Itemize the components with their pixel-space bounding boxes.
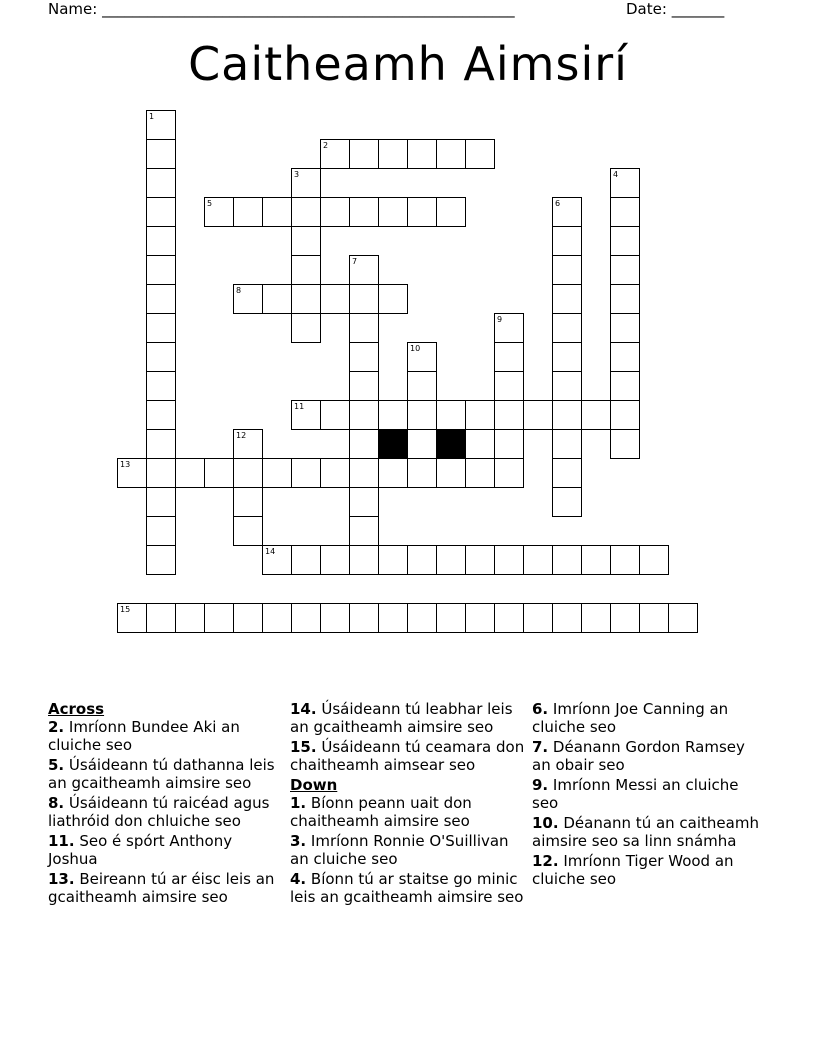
grid-cell[interactable]: [610, 255, 640, 285]
grid-cell[interactable]: [291, 458, 321, 488]
grid-cell[interactable]: [291, 603, 321, 633]
grid-cell[interactable]: [407, 197, 437, 227]
grid-cell[interactable]: [146, 487, 176, 517]
clue-down-4: 4. Bíonn tú ar staitse go minic leis an gcaitheamh aimsire seo: [290, 870, 524, 906]
grid-cell[interactable]: [610, 371, 640, 401]
grid-cell[interactable]: [204, 603, 234, 633]
grid-cell[interactable]: [407, 371, 437, 401]
clue-number: 13: [120, 460, 131, 469]
grid-cell[interactable]: [436, 603, 466, 633]
grid-cell[interactable]: [349, 487, 379, 517]
grid-cell[interactable]: [552, 371, 582, 401]
grid-cell[interactable]: [146, 226, 176, 256]
grid-cell[interactable]: [146, 400, 176, 430]
grid-cell[interactable]: [552, 197, 582, 227]
clue-number: 14: [265, 547, 276, 556]
grid-cell[interactable]: [262, 458, 292, 488]
grid-cell[interactable]: [320, 197, 350, 227]
date-label: Date:: [626, 0, 667, 18]
clue-column-2: [290, 700, 528, 908]
grid-cell[interactable]: [552, 400, 582, 430]
grid-cell[interactable]: [291, 545, 321, 575]
grid-cell[interactable]: [378, 603, 408, 633]
grid-cell[interactable]: [610, 226, 640, 256]
grid-cell[interactable]: [146, 284, 176, 314]
grid-cell[interactable]: [378, 458, 408, 488]
clue-down-12: 12. Imríonn Tiger Wood an cluiche seo: [532, 852, 734, 888]
clue-across-2: 2. Imríonn Bundee Aki an cluiche seo: [48, 718, 240, 754]
grid-cell[interactable]: [291, 168, 321, 198]
grid-cell[interactable]: [146, 313, 176, 343]
grid-cell[interactable]: [639, 603, 669, 633]
name-line: _______________________________________________________: [102, 0, 515, 18]
clue-down-6: 6. Imríonn Joe Canning an cluiche seo: [532, 700, 729, 736]
grid-cell[interactable]: [262, 284, 292, 314]
grid-cell[interactable]: [581, 400, 611, 430]
grid-cell[interactable]: [262, 603, 292, 633]
grid-cell[interactable]: [436, 458, 466, 488]
grid-cell[interactable]: [262, 197, 292, 227]
grid-cell[interactable]: [610, 603, 640, 633]
grid-cell[interactable]: [320, 400, 350, 430]
grid-cell[interactable]: [291, 226, 321, 256]
grid-cell[interactable]: [494, 458, 524, 488]
grid-cell[interactable]: [233, 603, 263, 633]
grid-cell[interactable]: [610, 313, 640, 343]
grid-cell[interactable]: [494, 342, 524, 372]
date-line: _______: [671, 0, 725, 18]
grid-cell[interactable]: [436, 545, 466, 575]
clue-number: 9: [497, 315, 503, 324]
grid-cell[interactable]: [378, 197, 408, 227]
grid-cell[interactable]: [378, 139, 408, 169]
clue-number: 11: [294, 402, 305, 411]
grid-cell[interactable]: [523, 603, 553, 633]
name-label: Name:: [48, 0, 98, 18]
grid-cell[interactable]: [436, 139, 466, 169]
clue-down-3: 3. Imríonn Ronnie O'Suillivan an cluiche seo: [290, 832, 509, 868]
grid-cell[interactable]: [262, 545, 292, 575]
grid-cell[interactable]: [552, 458, 582, 488]
grid-cell[interactable]: [610, 429, 640, 459]
grid-cell[interactable]: [465, 545, 495, 575]
clue-number: 10: [410, 344, 421, 353]
grid-cell[interactable]: [523, 400, 553, 430]
grid-cell[interactable]: [610, 197, 640, 227]
grid-cell[interactable]: [233, 516, 263, 546]
grid-cell[interactable]: [349, 313, 379, 343]
grid-cell[interactable]: [320, 458, 350, 488]
clue-down-7: 7. Déanann Gordon Ramsey an obair seo: [532, 738, 745, 774]
page-title: Caitheamh Aimsirí: [188, 37, 628, 91]
grid-cell[interactable]: [552, 284, 582, 314]
grid-cell[interactable]: [146, 429, 176, 459]
grid-block: [436, 429, 466, 459]
clue-number: 2: [323, 141, 329, 150]
grid-cell[interactable]: [146, 110, 176, 140]
grid-cell[interactable]: [465, 400, 495, 430]
grid-cell[interactable]: [349, 603, 379, 633]
grid-cell[interactable]: [407, 139, 437, 169]
grid-cell[interactable]: [552, 487, 582, 517]
grid-cell[interactable]: [494, 545, 524, 575]
clue-down-9: 9. Imríonn Messi an cluiche seo: [532, 776, 739, 812]
grid-cell[interactable]: [552, 429, 582, 459]
clue-number: 8: [236, 286, 242, 295]
grid-cell[interactable]: [610, 284, 640, 314]
grid-cell[interactable]: [610, 342, 640, 372]
grid-cell[interactable]: [291, 197, 321, 227]
grid-cell[interactable]: [407, 603, 437, 633]
grid-cell[interactable]: [117, 458, 147, 488]
grid-cell[interactable]: [552, 545, 582, 575]
grid-cell[interactable]: [117, 603, 147, 633]
grid-cell[interactable]: [291, 313, 321, 343]
clue-number: 7: [352, 257, 358, 266]
grid-cell[interactable]: [407, 458, 437, 488]
grid-block: [378, 429, 408, 459]
grid-cell[interactable]: [639, 545, 669, 575]
grid-cell[interactable]: [610, 400, 640, 430]
grid-cell[interactable]: [204, 458, 234, 488]
grid-cell[interactable]: [407, 545, 437, 575]
grid-cell[interactable]: [668, 603, 698, 633]
down-heading: Down: [290, 776, 338, 794]
clue-down-1: 1. Bíonn peann uait don chaitheamh aimsire seo: [290, 794, 472, 830]
grid-cell[interactable]: [378, 545, 408, 575]
grid-cell[interactable]: [349, 197, 379, 227]
clue-number: 12: [236, 431, 247, 440]
grid-cell[interactable]: [349, 284, 379, 314]
grid-cell[interactable]: [610, 168, 640, 198]
grid-cell[interactable]: [146, 255, 176, 285]
grid-cell[interactable]: [465, 603, 495, 633]
grid-cell[interactable]: [552, 226, 582, 256]
grid-cell[interactable]: [494, 400, 524, 430]
grid-cell[interactable]: [465, 458, 495, 488]
grid-cell[interactable]: [320, 284, 350, 314]
grid-cell[interactable]: [146, 603, 176, 633]
grid-cell[interactable]: [233, 197, 263, 227]
grid-cell[interactable]: [291, 284, 321, 314]
grid-cell[interactable]: [494, 603, 524, 633]
clue-column-3: [532, 700, 762, 890]
grid-cell[interactable]: [349, 342, 379, 372]
clue-across-14: 14. Úsáideann tú leabhar leis an gcaitheamh aimsire seo: [290, 700, 513, 736]
grid-cell[interactable]: [436, 197, 466, 227]
grid-cell[interactable]: [349, 545, 379, 575]
grid-cell[interactable]: [146, 545, 176, 575]
grid-cell[interactable]: [436, 400, 466, 430]
grid-cell[interactable]: [146, 342, 176, 372]
grid-cell[interactable]: [407, 342, 437, 372]
grid-cell[interactable]: [378, 400, 408, 430]
grid-cell[interactable]: [233, 487, 263, 517]
grid-cell[interactable]: [349, 429, 379, 459]
grid-cell[interactable]: [407, 429, 437, 459]
grid-cell[interactable]: [349, 139, 379, 169]
clue-number: 6: [555, 199, 561, 208]
clue-across-15: 15. Úsáideann tú ceamara don chaitheamh aimsear seo: [290, 738, 525, 774]
grid-cell[interactable]: [552, 342, 582, 372]
grid-cell[interactable]: [552, 255, 582, 285]
grid-cell[interactable]: [146, 168, 176, 198]
clue-across-8: 8. Úsáideann tú raicéad agus liathróid don chluiche seo: [48, 794, 270, 830]
grid-cell[interactable]: [552, 313, 582, 343]
grid-cell[interactable]: [378, 284, 408, 314]
clue-number: 5: [207, 199, 213, 208]
grid-cell[interactable]: [349, 458, 379, 488]
grid-cell[interactable]: [465, 139, 495, 169]
clue-number: 4: [613, 170, 619, 179]
grid-cell[interactable]: [349, 255, 379, 285]
grid-cell[interactable]: [175, 458, 205, 488]
grid-cell[interactable]: [320, 139, 350, 169]
grid-cell[interactable]: [233, 429, 263, 459]
clue-number: 1: [149, 112, 155, 121]
grid-cell[interactable]: [320, 545, 350, 575]
grid-cell[interactable]: [146, 139, 176, 169]
clue-column-1: [48, 700, 276, 908]
clue-across-13: 13. Beireann tú ar éisc leis an gcaitheamh aimsire seo: [48, 870, 275, 906]
grid-cell[interactable]: [175, 603, 205, 633]
clue-across-11: 11. Seo é spórt Anthony Joshua: [48, 832, 233, 868]
grid-cell[interactable]: [494, 429, 524, 459]
grid-cell[interactable]: [581, 545, 611, 575]
grid-cell[interactable]: [146, 516, 176, 546]
grid-cell[interactable]: [146, 197, 176, 227]
grid-cell[interactable]: [233, 284, 263, 314]
across-heading: Across: [48, 700, 105, 718]
grid-cell[interactable]: [320, 603, 350, 633]
grid-cell[interactable]: [233, 458, 263, 488]
grid-cell[interactable]: [581, 603, 611, 633]
grid-cell[interactable]: [349, 516, 379, 546]
grid-cell[interactable]: [146, 371, 176, 401]
clue-down-10: 10. Déanann tú an caitheamh aimsire seo sa linn snámha: [532, 814, 759, 850]
grid-cell[interactable]: [494, 313, 524, 343]
grid-cell[interactable]: [610, 545, 640, 575]
clue-number: 3: [294, 170, 300, 179]
grid-cell[interactable]: [349, 400, 379, 430]
grid-cell[interactable]: [204, 197, 234, 227]
grid-cell[interactable]: [407, 400, 437, 430]
grid-cell[interactable]: [552, 603, 582, 633]
clue-across-5: 5. Úsáideann tú dathanna leis an gcaitheamh aimsire seo: [48, 756, 275, 792]
grid-cell[interactable]: [523, 545, 553, 575]
grid-cell[interactable]: [291, 400, 321, 430]
clue-number: 15: [120, 605, 131, 614]
grid-cell[interactable]: [494, 371, 524, 401]
grid-cell[interactable]: [349, 371, 379, 401]
grid-cell[interactable]: [291, 255, 321, 285]
grid-cell[interactable]: [146, 458, 176, 488]
